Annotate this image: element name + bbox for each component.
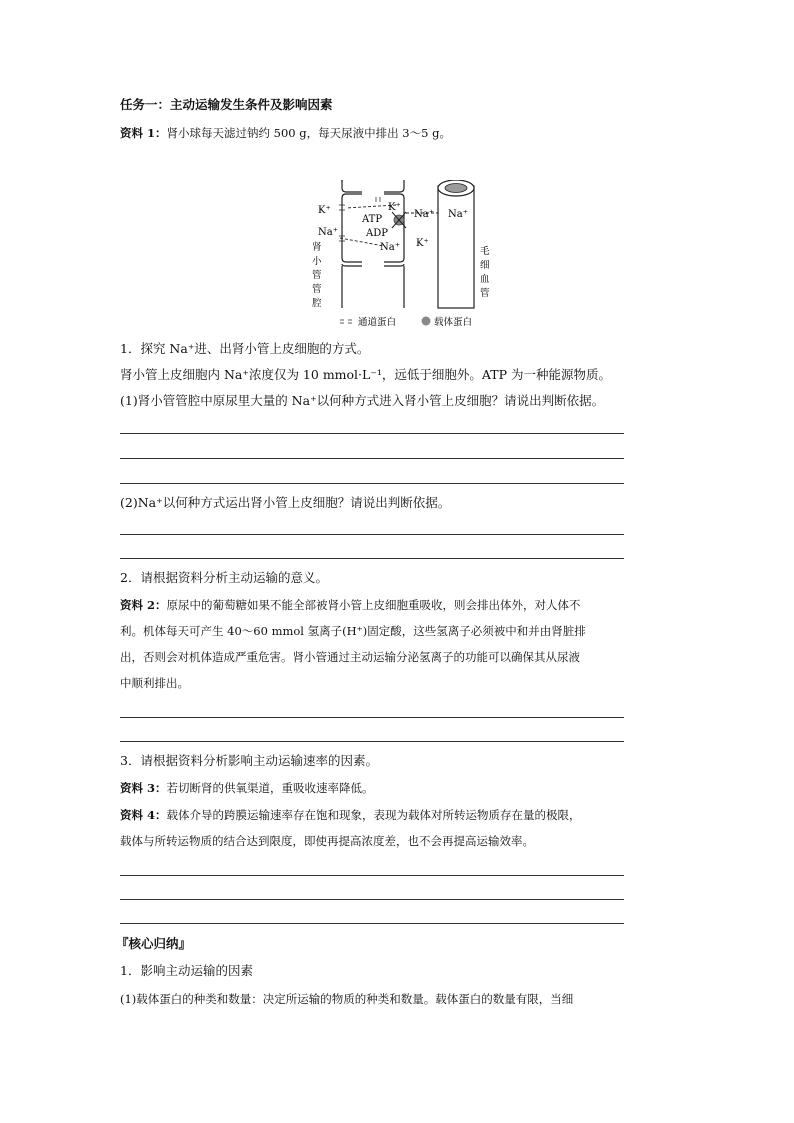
lumen-label bbox=[312, 241, 322, 309]
legend-carrier-label: 载体蛋白 bbox=[434, 317, 473, 328]
material-4: 资料 4：载体介导的跨膜运输速率存在饱和现象，表现为载体对所转运物质存在量的极限， bbox=[120, 808, 581, 822]
na-capillary-label: Na⁺ bbox=[448, 209, 468, 220]
legend bbox=[340, 316, 472, 328]
svg-text:毛: 毛 bbox=[480, 246, 490, 257]
na-cell-label: Na⁺ bbox=[380, 242, 400, 253]
answer-line[interactable] bbox=[120, 875, 624, 876]
legend-carrier-icon bbox=[422, 317, 431, 326]
atp-label: ATP bbox=[362, 214, 383, 225]
material-4-label: 资料 4： bbox=[120, 808, 167, 822]
material-1 bbox=[120, 124, 451, 142]
na-out-label: Na⁺ bbox=[414, 209, 434, 220]
svg-text:管: 管 bbox=[312, 284, 322, 295]
q1-context: 肾小管上皮细胞内 Na⁺浓度仅为 10 mmol·L⁻¹，远低于细胞外。ATP 为一种能源物质。 bbox=[120, 367, 611, 382]
k-left-label: K⁺ bbox=[318, 205, 331, 216]
core-title: 『核心归纳』 bbox=[116, 936, 192, 951]
svg-text:细: 细 bbox=[480, 260, 490, 271]
material-1-text: 肾小球每天滤过钠约 500 g，每天尿液中排出 3～5 g。 bbox=[166, 126, 451, 140]
core-item1-sub: (1)载体蛋白的种类和数量：决定所运输的物质的种类和数量。载体蛋白的数量有限，当细 bbox=[120, 992, 574, 1006]
capillary-label bbox=[480, 246, 490, 299]
cell-junction-top bbox=[342, 180, 362, 192]
answer-line[interactable] bbox=[120, 741, 624, 742]
q3-heading: 3．请根据资料分析影响主动运输速率的因素。 bbox=[120, 753, 378, 768]
material-2: 资料 2：原尿中的葡萄糖如果不能全部被肾小管上皮细胞重吸收，则会排出体外，对人体不 bbox=[120, 598, 581, 612]
answer-line[interactable] bbox=[120, 899, 624, 900]
adp-label: ADP bbox=[366, 228, 388, 239]
answer-line[interactable] bbox=[120, 558, 624, 559]
svg-text:腔: 腔 bbox=[312, 298, 322, 309]
material-2-line: 中顺利排出。 bbox=[120, 676, 189, 690]
svg-text:肾: 肾 bbox=[312, 242, 322, 253]
answer-line[interactable] bbox=[120, 433, 624, 434]
q2-heading: 2．请根据资料分析主动运输的意义。 bbox=[120, 570, 328, 585]
legend-channel-icon bbox=[340, 320, 352, 323]
na-left-label: Na⁺ bbox=[318, 227, 338, 238]
material-4-line: 载体与所转运物质的结合达到限度，即使再提高浓度差，也不会再提高运输效率。 bbox=[120, 834, 534, 848]
answer-line[interactable] bbox=[120, 458, 624, 459]
answer-line[interactable] bbox=[120, 717, 624, 718]
material-1-label: 资料 1： bbox=[120, 126, 167, 140]
core-item1: 1．影响主动运输的因素 bbox=[120, 963, 253, 978]
material-3: 资料 3：若切断肾的供氧渠道，重吸收速率降低。 bbox=[120, 781, 374, 795]
capillary bbox=[438, 180, 474, 308]
answer-line[interactable] bbox=[120, 483, 624, 484]
task-title: 任务一：主动运输发生条件及影响因素 bbox=[120, 97, 333, 112]
kidney-tubule-diagram bbox=[300, 180, 510, 330]
material-2-line: 利。机体每天可产生 40～60 mmol 氢离子(H⁺)固定酸，这些氢离子必须被中和并由肾脏排 bbox=[120, 624, 586, 638]
answer-line[interactable] bbox=[120, 923, 624, 924]
q1-heading: 1．探究 Na⁺进、出肾小管上皮细胞的方式。 bbox=[120, 341, 370, 356]
answer-line[interactable] bbox=[120, 534, 624, 535]
na-influx-arrow bbox=[340, 238, 384, 246]
svg-text:管: 管 bbox=[480, 288, 490, 299]
q1-sub1: (1)肾小管管腔中原尿里大量的 Na⁺以何种方式进入肾小管上皮细胞？请说出判断依据。 bbox=[120, 393, 605, 408]
svg-text:管: 管 bbox=[312, 270, 322, 281]
material-3-label: 资料 3： bbox=[120, 781, 167, 795]
material-2-label: 资料 2： bbox=[120, 598, 167, 612]
svg-text:血: 血 bbox=[480, 274, 490, 285]
k-capillary-label: K⁺ bbox=[416, 238, 429, 249]
legend-channel-label: 通道蛋白 bbox=[358, 317, 397, 328]
q1-sub2: (2)Na⁺以何种方式运出肾小管上皮细胞？请说出判断依据。 bbox=[120, 495, 451, 510]
material-2-line: 出，否则会对机体造成严重危害。肾小管通过主动运输分泌氢离子的功能可以确保其从尿液 bbox=[120, 650, 580, 664]
svg-text:小: 小 bbox=[312, 256, 322, 267]
k-cell-label: K⁺ bbox=[388, 202, 401, 213]
